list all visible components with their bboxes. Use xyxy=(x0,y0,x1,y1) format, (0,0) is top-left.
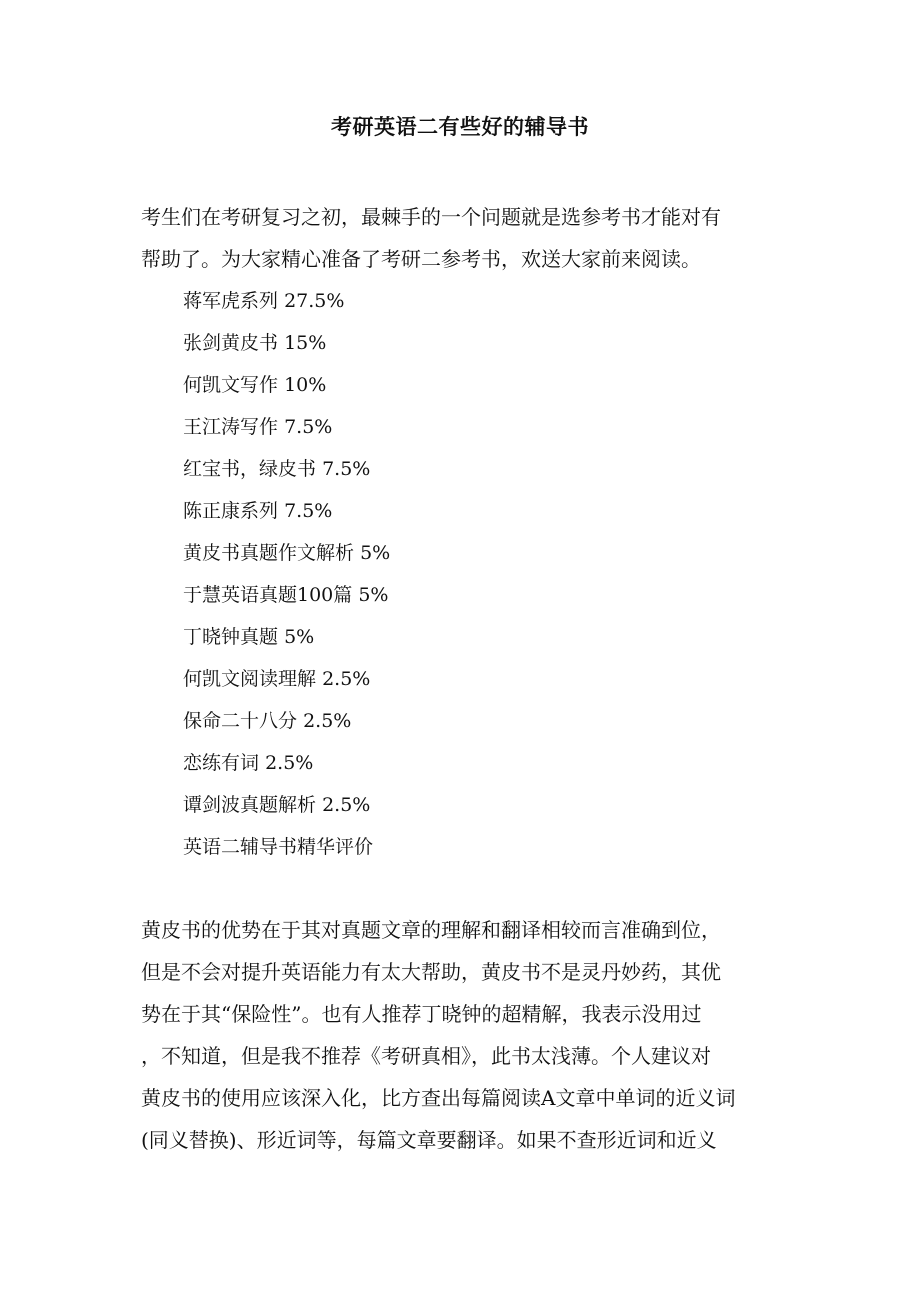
list-item xyxy=(183,280,783,322)
list-item xyxy=(183,700,783,742)
body-line: 黄皮书的优势在于其对真题文章的理解和翻译相较而言准确到位， xyxy=(141,918,721,942)
book-name: 黄皮书真题作文解析 xyxy=(183,542,355,564)
intro-line: 帮助了。为大家精心准备了考研二参考书，欢送大家前来阅读。 xyxy=(141,247,701,271)
body-paragraph xyxy=(141,909,781,1161)
book-percent: 27.5% xyxy=(284,290,345,312)
book-percent: 5% xyxy=(358,584,389,606)
book-name: 张剑黄皮书 xyxy=(183,332,279,354)
body-line: 但是不会对提升英语能力有太大帮助，黄皮书不是灵丹妙药，其优 xyxy=(141,960,721,984)
list-item xyxy=(183,574,783,616)
book-name: 王江涛写作 xyxy=(183,416,279,438)
book-percent: 2.5% xyxy=(303,710,352,732)
book-percent: 10% xyxy=(284,374,327,396)
book-percent: 2.5% xyxy=(265,752,314,774)
section-heading: 英语二辅导书精华评价 xyxy=(183,836,374,858)
list-item xyxy=(183,364,783,406)
book-name: 保命二十八分 xyxy=(183,710,298,732)
book-name: 于慧英语真题100篇 xyxy=(183,584,353,606)
list-item xyxy=(183,490,783,532)
list-item xyxy=(183,448,783,490)
list-item xyxy=(183,784,783,826)
intro-line: 考生们在考研复习之初，最棘手的一个问题就是选参考书才能对有 xyxy=(141,205,721,229)
list-item xyxy=(183,532,783,574)
book-name: 何凯文阅读理解 xyxy=(183,668,317,690)
list-item xyxy=(183,322,783,364)
document-title: 考研英语二有些好的辅导书 xyxy=(331,114,589,139)
book-name: 丁晓钟真题 xyxy=(183,626,279,648)
book-percent: 7.5% xyxy=(322,458,371,480)
book-percent: 5% xyxy=(284,626,315,648)
intro-paragraph xyxy=(141,196,781,280)
book-percent: 7.5% xyxy=(284,416,333,438)
book-name: 陈正康系列 xyxy=(183,500,279,522)
list-item xyxy=(183,406,783,448)
book-list xyxy=(183,280,783,826)
body-line: ，不知道，但是我不推荐《考研真相》，此书太浅薄。个人建议对 xyxy=(141,1044,711,1068)
book-percent: 2.5% xyxy=(322,668,371,690)
book-name: 蒋军虎系列 xyxy=(183,290,279,312)
book-name: 谭剑波真题解析 xyxy=(183,794,317,816)
book-percent: 15% xyxy=(284,332,327,354)
body-line: (同义替换)、形近词等，每篇文章要翻译。如果不查形近词和近义 xyxy=(141,1128,717,1152)
body-line: 黄皮书的使用应该深入化，比方查出每篇阅读A文章中单词的近义词 xyxy=(141,1086,736,1110)
book-name: 红宝书，绿皮书 xyxy=(183,458,317,480)
book-percent: 5% xyxy=(360,542,391,564)
book-name: 何凯文写作 xyxy=(183,374,279,396)
list-item xyxy=(183,616,783,658)
body-line: 势在于其“保险性”。也有人推荐丁晓钟的超精解，我表示没用过 xyxy=(141,1002,702,1026)
list-item xyxy=(183,658,783,700)
book-name: 恋练有词 xyxy=(183,752,260,774)
list-item xyxy=(183,742,783,784)
book-percent: 2.5% xyxy=(322,794,371,816)
book-percent: 7.5% xyxy=(284,500,333,522)
